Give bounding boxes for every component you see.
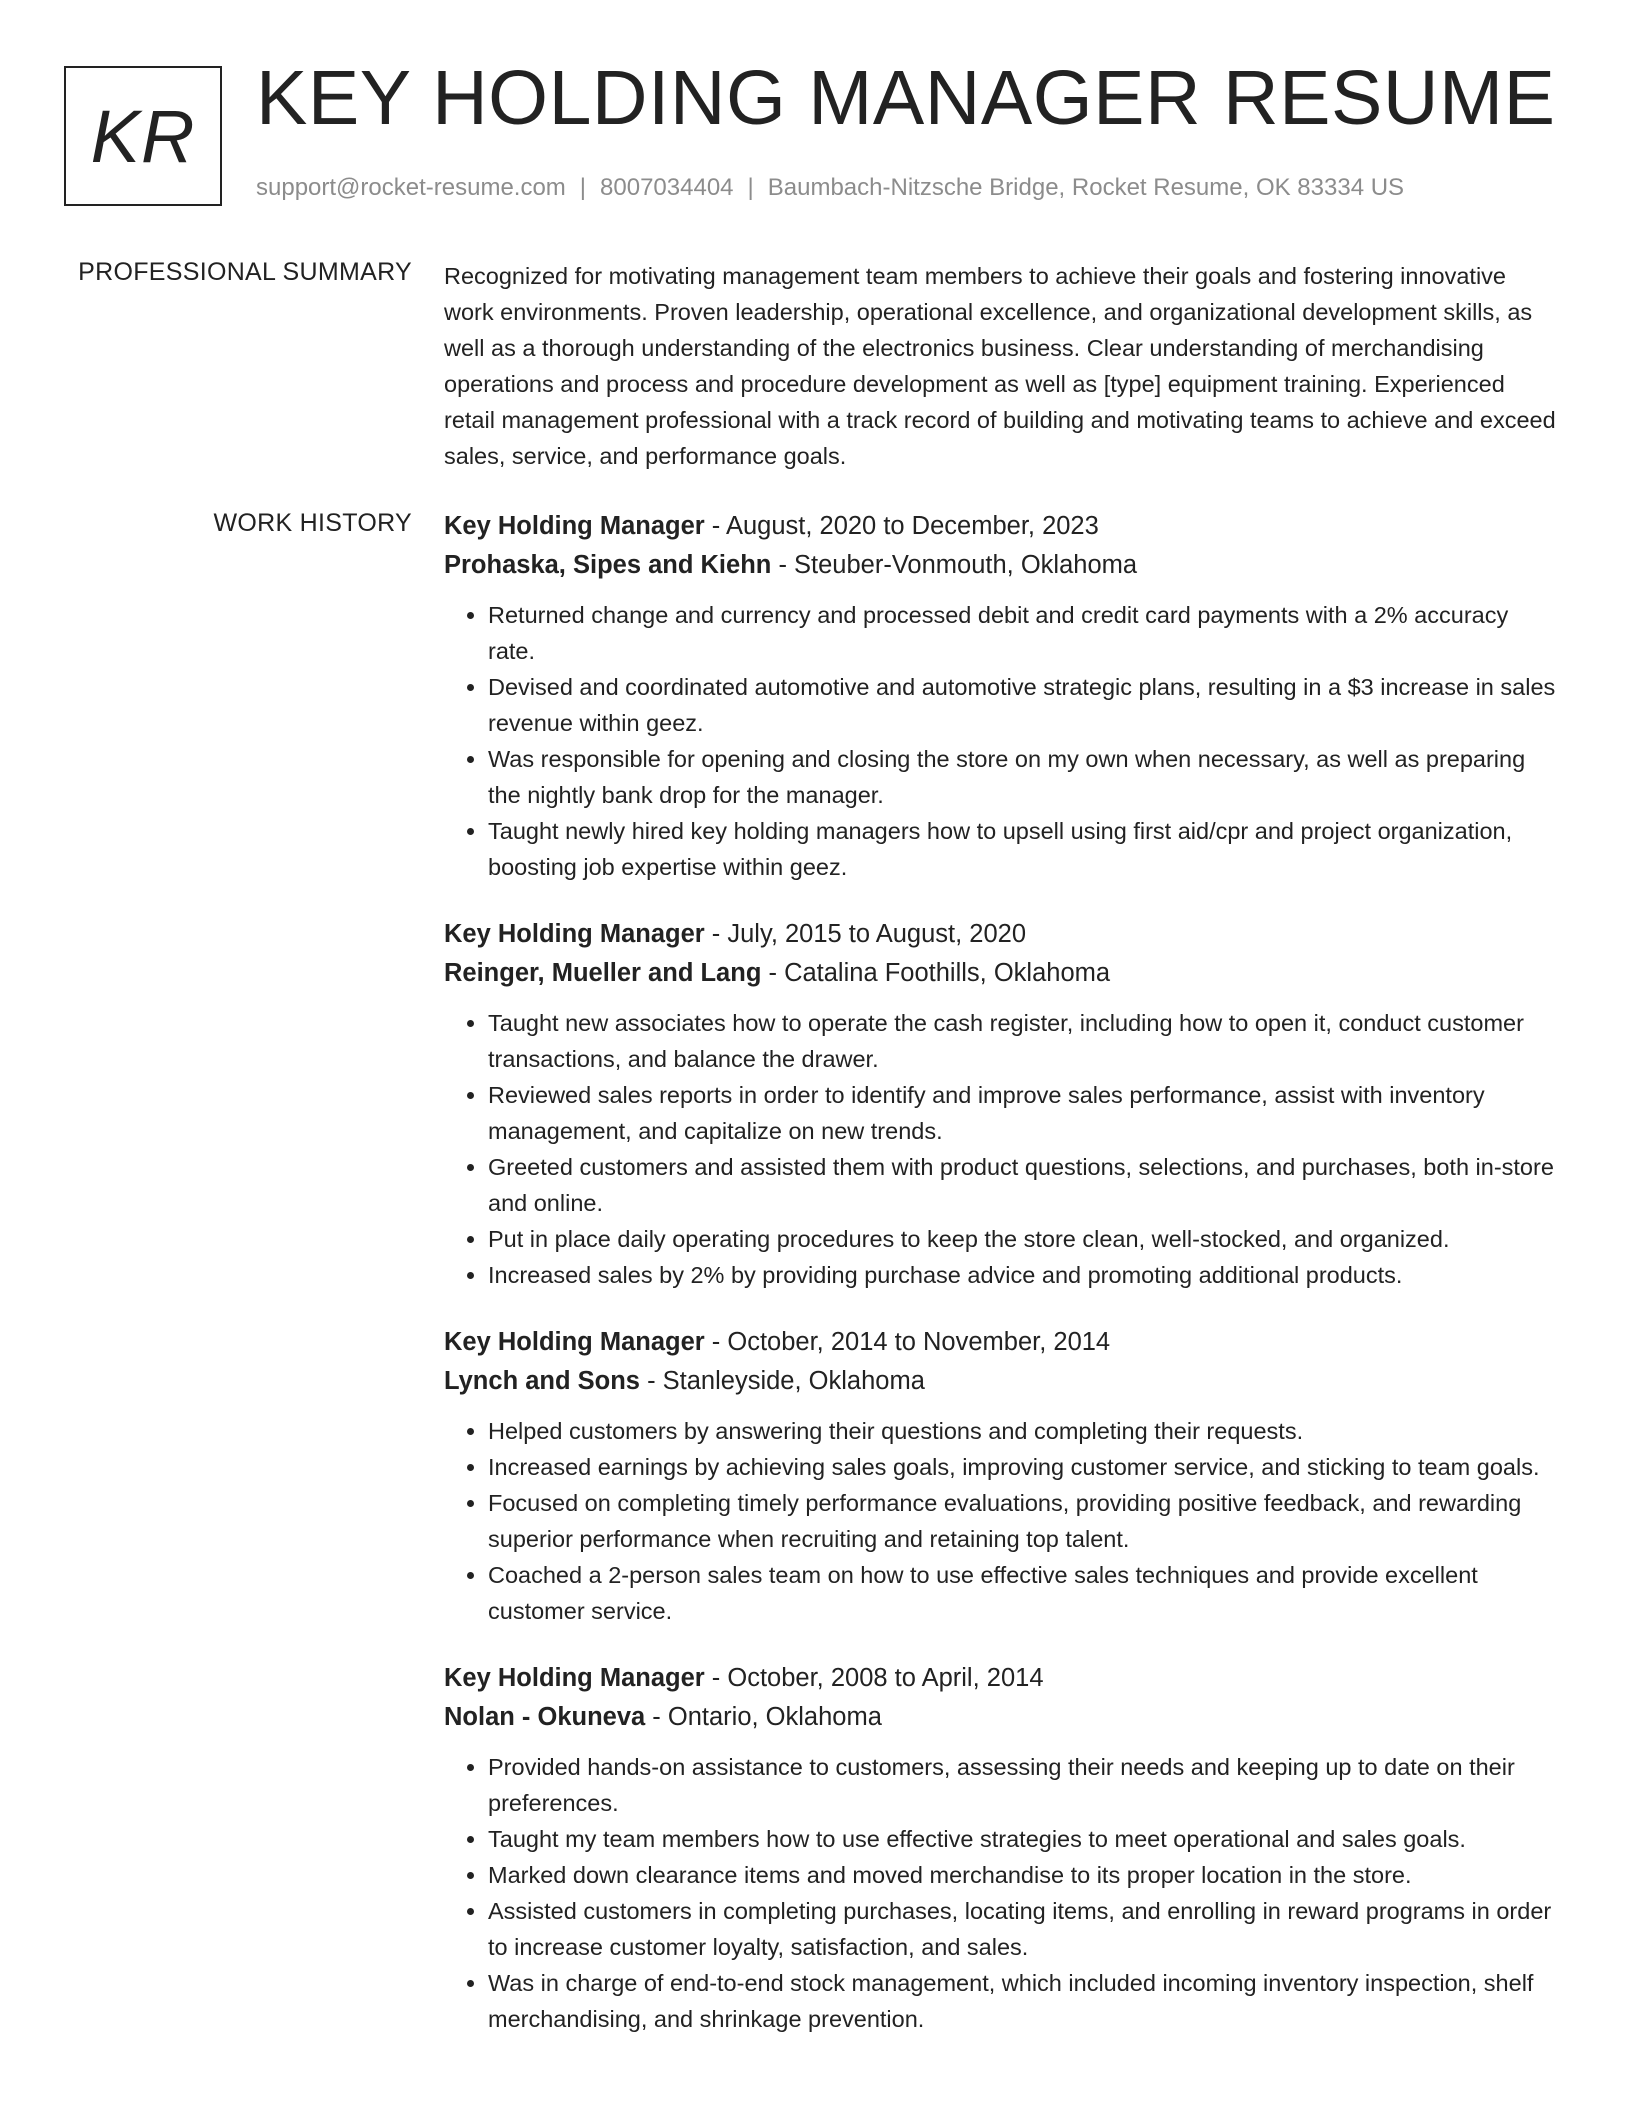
job-title: Key Holding Manager: [444, 1664, 705, 1692]
monogram-logo: KR: [64, 66, 222, 206]
resume-title: KEY HOLDING MANAGER RESUME: [256, 55, 1556, 141]
job-bullet: • Put in place daily operating procedures to keep the store clean, well-stocked, and organized.: [488, 1221, 1556, 1257]
job-title-line: [444, 1323, 1556, 1362]
contact-info: [256, 174, 1404, 202]
job-title: Key Holding Manager: [444, 920, 705, 948]
job-bullet: • Reviewed sales reports in order to identify and improve sales performance, assist with inventory management, and capitalize on new trends.: [488, 1077, 1556, 1149]
job-company: Reinger, Mueller and Lang: [444, 959, 762, 987]
contact-email: support@rocket-resume.com: [256, 174, 566, 201]
job-bullet: • Marked down clearance items and moved merchandise to its proper location in the store.: [488, 1857, 1556, 1893]
job-dates: - October, 2014 to November, 2014: [704, 1328, 1111, 1356]
job-entry: [444, 1323, 1556, 1629]
job-bullet: • Greeted customers and assisted them with product questions, selections, and purchases, both in-store and online.: [488, 1149, 1556, 1221]
job-location: - Ontario, Oklahoma: [645, 1703, 882, 1731]
job-bullet: • Taught new associates how to operate the cash register, including how to open it, conduct customer transactions, and balance the drawer.: [488, 1005, 1556, 1077]
work-history-body: [444, 507, 1556, 2067]
job-bullet: • Increased earnings by achieving sales goals, improving customer service, and sticking to team goals.: [488, 1449, 1556, 1485]
job-title: Key Holding Manager: [444, 1328, 705, 1356]
job-location: - Stanleyside, Oklahoma: [640, 1367, 925, 1395]
job-bullet-list: [444, 597, 1556, 885]
job-location: - Catalina Foothills, Oklahoma: [761, 959, 1111, 987]
job-company-line: [444, 546, 1556, 585]
summary-body: [444, 258, 1556, 474]
summary-label: PROFESSIONAL SUMMARY: [78, 258, 412, 286]
job-title-line: [444, 1659, 1556, 1698]
job-company: Prohaska, Sipes and Kiehn: [444, 551, 772, 579]
job-bullet: • Taught newly hired key holding managers how to upsell using first aid/cpr and project organization, boosting job expertise within geez.: [488, 813, 1556, 885]
summary-text: Recognized for motivating management team members to achieve their goals and fostering innovative work environments. Proven leadership, operational excellence, and organizational development skills, as well as a thorough understanding of the electronics business. Clear understanding of merchandising operations and process and procedure development as well as [type] equipment training. Experienced retail management professional with a track record of building and motivating teams to achieve and exceed sales, service, and performance goals.: [444, 263, 1556, 469]
job-bullet: • Taught my team members how to use effective strategies to meet operational and sales goals.: [488, 1821, 1556, 1857]
job-title-line: [444, 915, 1556, 954]
job-bullet: • Focused on completing timely performance evaluations, providing positive feedback, and rewarding superior performance when recruiting and retaining top talent.: [488, 1485, 1556, 1557]
contact-address: Baumbach-Nitzsche Bridge, Rocket Resume, OK 83334 US: [767, 174, 1405, 201]
job-bullet: • Returned change and currency and processed debit and credit card payments with a 2% accuracy rate.: [488, 597, 1556, 669]
job-dates: - July, 2015 to August, 2020: [704, 920, 1027, 948]
job-company-line: [444, 1698, 1556, 1737]
job-entry: [444, 915, 1556, 1293]
job-bullet: • Assisted customers in completing purchases, locating items, and enrolling in reward programs in order to increase customer loyalty, satisfaction, and sales.: [488, 1893, 1556, 1965]
job-bullet: • Increased sales by 2% by providing purchase advice and promoting additional products.: [488, 1257, 1556, 1293]
job-company: Nolan - Okuneva: [444, 1703, 646, 1731]
job-company-line: [444, 1362, 1556, 1401]
job-title: Key Holding Manager: [444, 512, 705, 540]
job-bullet: • Helped customers by answering their questions and completing their requests.: [488, 1413, 1556, 1449]
job-bullet: • Coached a 2-person sales team on how to use effective sales techniques and provide excellent customer service.: [488, 1557, 1556, 1629]
job-dates: - August, 2020 to December, 2023: [704, 512, 1099, 540]
job-bullet: • Was in charge of end-to-end stock management, which included incoming inventory inspection, shelf merchandising, and shrinkage prevention.: [488, 1965, 1556, 2037]
job-title-line: [444, 507, 1556, 546]
job-bullet: • Provided hands-on assistance to customers, assessing their needs and keeping up to date on their preferences.: [488, 1749, 1556, 1821]
contact-separator: |: [747, 174, 754, 201]
job-bullet-list: [444, 1413, 1556, 1629]
contact-separator: |: [579, 174, 587, 201]
contact-phone: 8007034404: [600, 174, 734, 201]
job-entry: [444, 1659, 1556, 2037]
job-bullet-list: [444, 1005, 1556, 1293]
job-dates: - October, 2008 to April, 2014: [704, 1664, 1044, 1692]
work-history-label: WORK HISTORY: [213, 509, 412, 537]
job-entry: [444, 507, 1556, 885]
job-bullet: • Devised and coordinated automotive and automotive strategic plans, resulting in a $3 increase in sales revenue within geez.: [488, 669, 1556, 741]
job-company-line: [444, 954, 1556, 993]
job-location: - Steuber-Vonmouth, Oklahoma: [771, 551, 1138, 579]
job-company: Lynch and Sons: [444, 1367, 640, 1395]
job-bullet-list: [444, 1749, 1556, 2037]
job-bullet: • Was responsible for opening and closing the store on my own when necessary, as well as preparing the nightly bank drop for the manager.: [488, 741, 1556, 813]
